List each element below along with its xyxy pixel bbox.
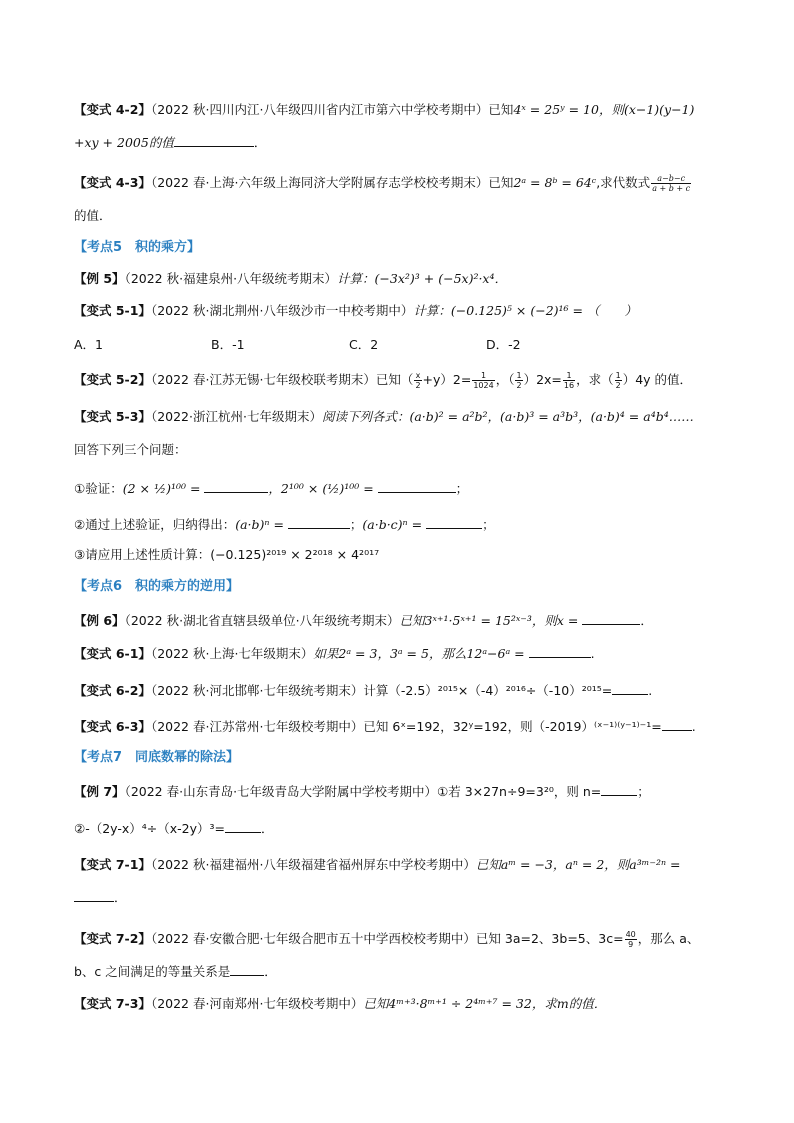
fraction <box>472 371 494 390</box>
problem-text: ）4y 的值． <box>622 372 693 387</box>
problem-source: （2022 春·安徽合肥·七年级合肥市五十中学西校校考期中） <box>150 931 476 946</box>
math-expression: 4ˣ = 25ʸ = 10 <box>513 102 599 117</box>
problem-text: ，那么 a、 <box>637 931 700 946</box>
punctuation: ． <box>253 135 267 150</box>
fraction-numerator: 40 <box>625 930 636 939</box>
option-b[interactable]: B．-1 <box>211 337 245 352</box>
problem-tag: 【变式 5-3】 <box>74 409 151 424</box>
problem-text: ①若 3×27n÷9=3²⁰，则 n= <box>437 784 602 799</box>
problem-tag: 【变式 7-1】 <box>74 857 151 872</box>
section-heading-7: 【考点7 同底数幂的除法】 <box>74 750 240 765</box>
problem-tag: 【变式 6-1】 <box>74 646 151 661</box>
fraction <box>615 371 622 390</box>
fraction-denominator: a + b + c <box>652 184 691 193</box>
problem-v4-2-line1 <box>74 102 694 118</box>
problem-v6-3 <box>74 718 696 735</box>
fraction-denominator: 1024 <box>473 381 494 390</box>
problem-text: ②-（2y-x）⁴÷（x-2y）³= <box>74 821 225 836</box>
fraction-denominator: 2 <box>615 381 621 390</box>
problem-text: +y）2= <box>422 372 472 387</box>
problem-text: 已知 6ˣ=192，32ʸ=192，则（-2019）⁽ˣ⁻¹⁾⁽ʸ⁻¹⁾⁻¹= <box>363 719 662 734</box>
problem-v5-3 <box>74 409 694 425</box>
problem-text: 计算（-2.5）²⁰¹⁵×（-4）²⁰¹⁶÷（-10）²⁰¹⁵= <box>363 683 613 698</box>
problem-text: ,求代数式 <box>596 175 651 190</box>
section-heading-6: 【考点6 积的乘方的逆用】 <box>74 579 240 594</box>
problem-source: （2022 秋·河北邯郸·七年级统考期末） <box>150 683 364 698</box>
problem-text: 已知aᵐ = −3，aⁿ = 2，则a³ᵐ⁻²ⁿ = <box>475 857 681 872</box>
problem-source: （2022 秋·湖北荆州·八年级沙市一中校考期中） <box>150 303 414 318</box>
punctuation: . <box>691 719 696 734</box>
problem-text: 已知（ <box>375 372 414 387</box>
punctuation: ； <box>349 517 363 532</box>
problem-v7-3 <box>74 996 606 1012</box>
problem-v5-3-question: 回答下列三个问题： <box>74 442 187 457</box>
answer-blank[interactable] <box>225 820 261 833</box>
fraction-denominator: 9 <box>628 940 634 949</box>
punctuation: ； <box>637 784 650 799</box>
problem-source: （2022 春·江苏无锡·七年级校联考期末） <box>150 372 376 387</box>
problem-v7-1-line1 <box>74 857 681 873</box>
problem-v4-3-line2 <box>74 208 112 224</box>
problem-text: 的值． <box>74 208 112 223</box>
answer-blank[interactable] <box>612 682 648 695</box>
problem-tag: 【变式 5-2】 <box>74 372 151 387</box>
fraction-denominator: 2 <box>516 381 522 390</box>
fraction <box>651 174 691 193</box>
problem-text: 计算：(−3x²)³ + (−5x)²·x⁴． <box>337 271 507 286</box>
problem-v6-2 <box>74 682 652 699</box>
fraction <box>414 371 421 390</box>
answer-blank[interactable] <box>662 718 692 731</box>
punctuation: ． <box>114 890 127 905</box>
problem-v5-3-q1 <box>74 480 468 497</box>
problem-source: （2022·浙江杭州·七年级期末） <box>150 409 322 424</box>
problem-source: （2022 秋·福建泉州·八年级统考期末） <box>124 271 338 286</box>
problem-text: ，（ <box>495 372 515 387</box>
math-expression: ，2¹⁰⁰ × (½)¹⁰⁰ = <box>268 481 378 496</box>
problem-text: 已知 3a=2、3b=5、3c= <box>475 931 624 946</box>
problem-tag: 【例 5】 <box>74 271 125 286</box>
answer-blank[interactable] <box>426 516 482 529</box>
problem-v6-1 <box>74 645 595 662</box>
fraction-numerator: 1 <box>472 371 494 381</box>
problem-e5 <box>74 271 507 287</box>
punctuation: . <box>648 683 653 698</box>
problem-v7-2-line2 <box>74 963 277 980</box>
math-expression: 2ᵃ = 8ᵇ = 64ᶜ <box>513 175 597 190</box>
problem-e6 <box>74 612 653 629</box>
fraction-numerator: 1 <box>615 371 621 380</box>
fraction-numerator: 1 <box>516 371 522 380</box>
option-a[interactable]: A．1 <box>74 337 104 352</box>
problem-v7-1-line2 <box>74 889 127 906</box>
fraction-denominator: 2 <box>415 381 421 390</box>
problem-source: （2022 春·上海·六年级上海同济大学附属存志学校校考期末） <box>150 175 489 190</box>
math-expression: ，则(x−1)(y−1) <box>598 102 695 117</box>
problem-tag: 【例 6】 <box>74 613 125 628</box>
problem-text: 计算：(−0.125)⁵ × (−2)¹⁶ = （ ） <box>413 303 637 318</box>
problem-text: ①验证： <box>74 481 123 496</box>
problem-v5-3-q3: ③请应用上述性质计算：(−0.125)²⁰¹⁹ × 2²⁰¹⁸ × 4²⁰¹⁷ <box>74 547 380 562</box>
problem-text: b、c 之间满足的等量关系是 <box>74 964 231 979</box>
problem-tag: 【变式 5-1】 <box>74 303 151 318</box>
problem-tag: 【变式 7-2】 <box>74 931 151 946</box>
punctuation: ． <box>264 964 277 979</box>
problem-v5-2 <box>74 371 692 390</box>
fraction-numerator: x <box>415 371 421 380</box>
punctuation: ； <box>482 517 495 532</box>
problem-text: ②通过上述验证，归纳得出： <box>74 517 236 532</box>
option-d[interactable]: D．-2 <box>486 337 521 352</box>
problem-text: 已知4ᵐ⁺³·8ᵐ⁺¹ ÷ 2⁴ᵐ⁺⁷ = 32，求m的值． <box>363 996 607 1011</box>
problem-text: ）2x= <box>523 372 562 387</box>
answer-blank[interactable] <box>601 783 637 796</box>
fraction <box>625 930 637 949</box>
answer-blank[interactable] <box>204 480 268 493</box>
option-c[interactable]: C．2 <box>349 337 379 352</box>
answer-blank[interactable] <box>288 516 350 529</box>
punctuation: . <box>590 646 595 661</box>
problem-source: （2022 秋·上海·七年级期末） <box>150 646 314 661</box>
punctuation: ； <box>455 481 469 496</box>
fraction <box>515 371 522 390</box>
math-expression: (2 × ½)¹⁰⁰ = <box>122 481 205 496</box>
problem-text: 已知 <box>488 102 514 117</box>
problem-text: ，求（ <box>576 372 614 387</box>
math-expression: (a·b)ⁿ = <box>235 517 288 532</box>
fraction-numerator: 1 <box>563 371 575 381</box>
problem-tag: 【变式 6-2】 <box>74 683 151 698</box>
answer-blank[interactable] <box>174 134 254 147</box>
problem-e7-line1 <box>74 783 650 800</box>
answer-blank[interactable] <box>529 645 591 658</box>
problem-text: 已知3ˣ⁺¹·5ˣ⁺¹ = 15²ˣ⁻³，则x = <box>399 613 583 628</box>
math-expression: (a·b·c)ⁿ = <box>362 517 427 532</box>
problem-v5-1 <box>74 303 637 319</box>
problem-tag: 【变式 4-3】 <box>74 175 151 190</box>
answer-blank[interactable] <box>582 612 640 625</box>
problem-source: （2022 秋·四川内江·八年级四川省内江市第六中学校考期中） <box>150 102 489 117</box>
problem-source: （2022 秋·福建福州·八年级福建省福州屏东中学校考期中） <box>150 857 476 872</box>
fraction-denominator: 16 <box>563 381 575 390</box>
problem-source: （2022 春·江苏常州·七年级校考期中） <box>150 719 364 734</box>
problem-source: （2022 秋·湖北省直辖县级单位·八年级统考期末） <box>124 613 400 628</box>
problem-text: 阅读下列各式：(a·b)² = a²b²，(a·b)³ = a³b³，(a·b)⁴ = a⁴b⁴…… <box>321 409 694 424</box>
problem-v4-2-line2 <box>74 134 266 151</box>
punctuation: ． <box>260 821 274 836</box>
problem-source: （2022 春·河南郑州·七年级校考期中） <box>150 996 364 1011</box>
section-heading-5: 【考点5 积的乘方】 <box>74 240 201 255</box>
problem-text: +xy + 2005的值 <box>74 135 174 150</box>
problem-v7-2-line1 <box>74 930 699 949</box>
problem-tag: 【变式 4-2】 <box>74 102 151 117</box>
fraction-numerator: a−b−c <box>651 174 691 184</box>
problem-tag: 【变式 7-3】 <box>74 996 151 1011</box>
problem-text: 如果2ᵃ = 3，3ᵃ = 5，那么12ᵃ−6ᵃ = <box>313 646 529 661</box>
problem-tag: 【例 7】 <box>74 784 125 799</box>
answer-blank[interactable] <box>378 480 456 493</box>
fraction <box>563 371 575 390</box>
problem-v5-3-q2 <box>74 516 495 533</box>
answer-blank[interactable] <box>74 889 114 902</box>
problem-source: （2022 春·山东青岛·七年级青岛大学附属中学校考期中） <box>124 784 438 799</box>
punctuation: ． <box>640 613 653 628</box>
problem-v4-3-line1 <box>74 174 692 193</box>
problem-e7-line2 <box>74 820 274 837</box>
problem-text: 已知 <box>488 175 514 190</box>
answer-blank[interactable] <box>230 963 264 976</box>
problem-tag: 【变式 6-3】 <box>74 719 151 734</box>
